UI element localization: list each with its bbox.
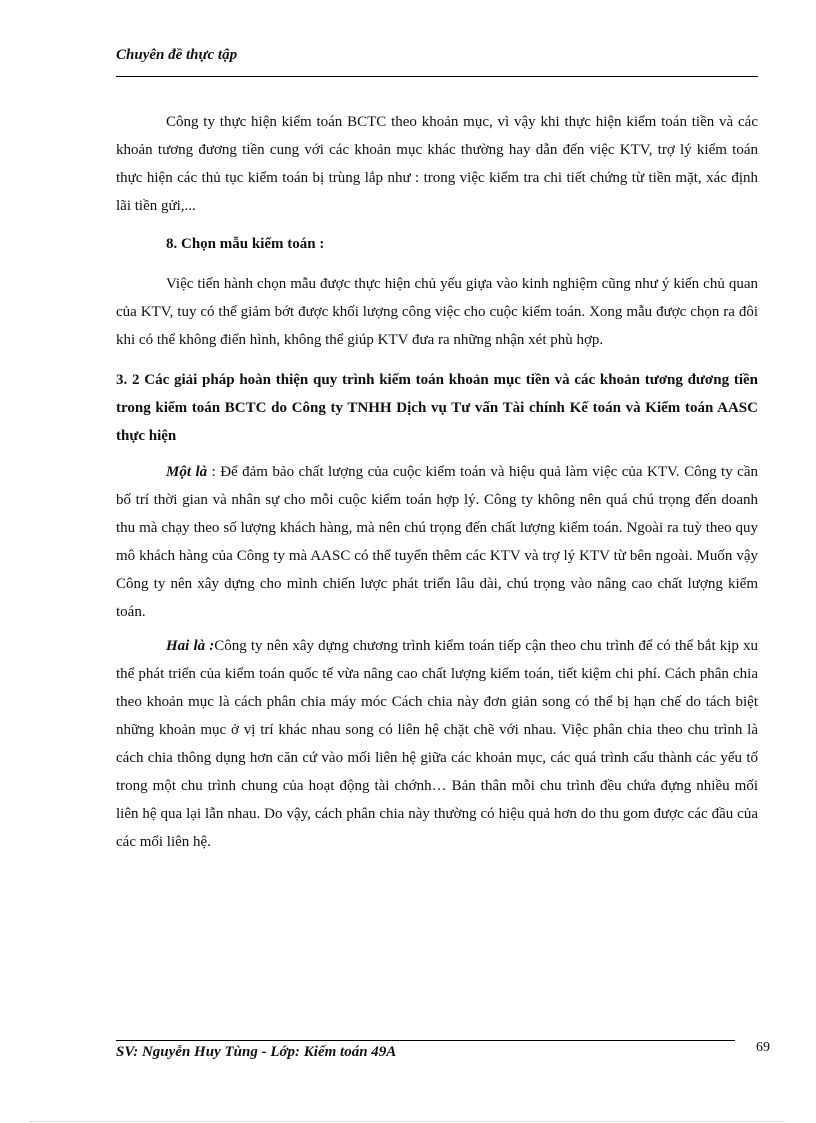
solution-one-text: : Để đảm bảo chất lượng của cuộc kiểm toán và hiệu quả làm việc của KTV. Công ty cần bố trí thời gian và nhân sự cho mỗi cuộc kiểm toán hợp lý. Công ty không nên quá chú trọng đến doanh thu mà chạy theo số lượng khách hàng, mà nên chú trọng đến chất lượng kiểm toán. Ngoài ra tuỳ theo quy mô khách hàng của Công ty mà AASC có thể tuyển thêm các KTV và trợ lý KTV từ bên ngoài. Muốn vậy Công ty nên xây dựng cho mình chiến lược phát triển lâu dài, chú trọng vào nâng cao chất lượng kiểm toán. <box>116 464 758 620</box>
footer-divider <box>116 1040 735 1041</box>
solution-two-lead: Hai là : <box>166 638 215 654</box>
solution-one-lead: Một là <box>166 464 208 480</box>
bottom-dotted-border <box>30 1121 786 1122</box>
paragraph-sampling: Việc tiến hành chọn mẫu được thực hiện chủ yếu giựa vào kinh nghiệm cũng như ý kiến chủ quan của KTV, tuy có thể giảm bớt được khối lượng công việc cho cuộc kiểm toán. Xong mẫu được chọn ra đôi khi có thể không điển hình, không thể giúp KTV đưa ra những nhận xét phù hợp. <box>116 276 758 348</box>
paragraph-solution-two <box>116 632 758 856</box>
page-number: 69 <box>756 1040 770 1055</box>
section-3-2-heading: 3. 2 Các giải pháp hoàn thiện quy trình kiểm toán khoản mục tiền và các khoản tương đương tiền trong kiểm toán BCTC do Công ty TNHH Dịch vụ Tư vấn Tài chính Kế toán và Kiểm toán AASC thực hiện <box>116 372 758 444</box>
solution-two-text: Công ty nên xây dựng chương trình kiểm toán tiếp cận theo chu trình để có thể bắt kịp xu thế phát triển của kiểm toán quốc tế vừa nâng cao chất lượng kiểm toán, tiết kiệm chi phí. Cách phân chia theo khoản mục là cách phân chia máy móc Cách chia này đơn giản song có thể bị hạn chế do tách biệt những khoản mục ở vị trí khác nhau song có liên hệ chặt chẽ với nhau. Việc phân chia theo chu trình là cách chia thông dụng hơn căn cứ vào mối liên hệ giữa các khoản mục, các quá trình cấu thành các yếu tố trong một chu trình chung của hoạt động tài chớnh… Bản thân mỗi chu trình đều chứa đựng nhiều mối liên hệ qua lại lẫn nhau. Do vậy, cách phân chia này thường có hiệu quả hơn do thu gom được các đầu của các mối liên hệ. <box>116 638 758 850</box>
footer-author: SV: Nguyễn Huy Tùng - Lớp: Kiểm toán 49A <box>116 1044 397 1060</box>
page-body <box>116 108 758 856</box>
header-title: Chuyên đề thực tập <box>116 47 238 63</box>
paragraph-solution-one <box>116 458 758 626</box>
paragraph-audit-overlap: Công ty thực hiện kiểm toán BCTC theo khoản mục, vì vậy khi thực hiện kiểm toán tiền và các khoản tương đương tiền cung với các khoản mục khác thường hay dẫn đến việc KTV, trợ lý kiểm toán thực hiện các thủ tục kiểm toán bị trùng lắp như : trong việc kiểm tra chi tiết chứng từ tiền mặt, xác định lãi tiền gửi,... <box>116 114 758 214</box>
header-divider <box>116 76 758 77</box>
section-8-heading: 8. Chọn mẫu kiểm toán : <box>166 236 325 252</box>
